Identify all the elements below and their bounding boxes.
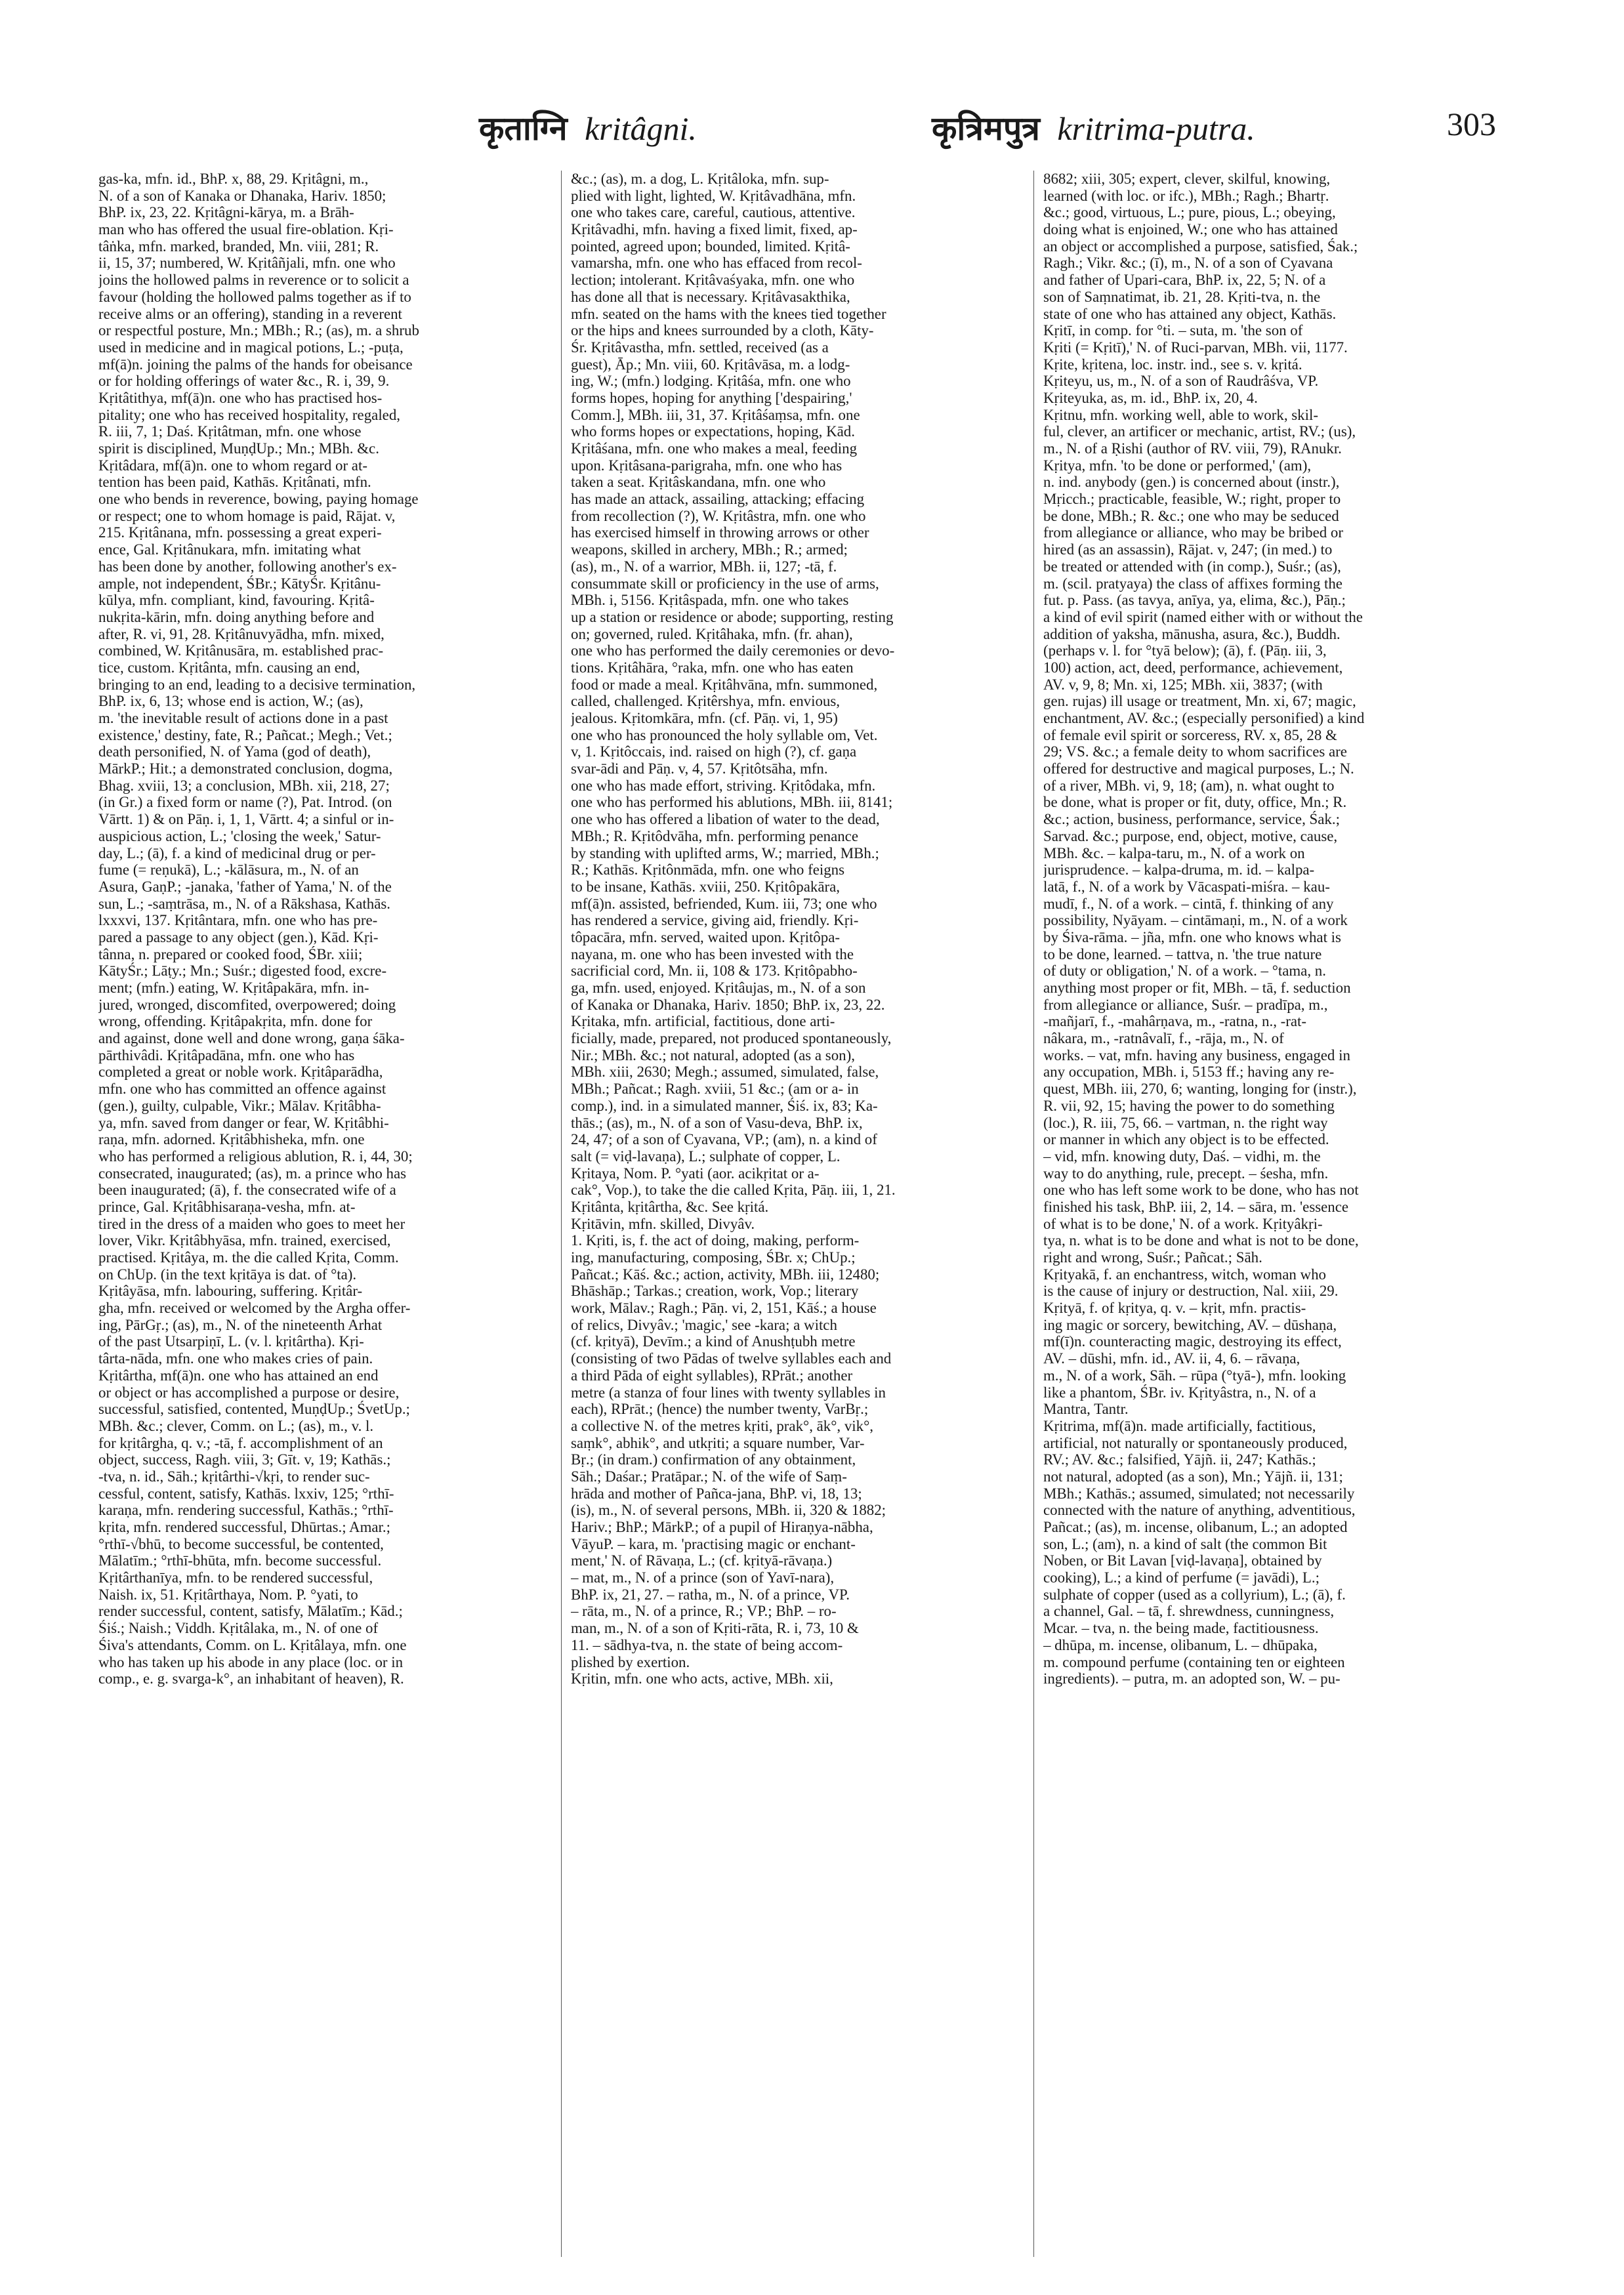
text-line: R.; Kathās. Kṛitônmāda, mfn. one who feigns [571, 861, 845, 879]
text-line: sulphate of copper (used as a collyrium), L.; (ā), f. [1043, 1586, 1346, 1603]
text-line: hrāda and mother of Pañca-jana, BhP. vi, 18, 13; [571, 1485, 862, 1502]
text-line: like a phantom, ŚBr. iv. Kṛityâstra, n., N. of a [1043, 1384, 1316, 1401]
text-line: Śr. Kṛitâvastha, mfn. settled, received (as a [571, 339, 829, 356]
text-line: to be insane, Kathās. xviii, 250. Kṛitôpakāra, [571, 878, 841, 895]
text-line: mudī, f., N. of a work. – cintā, f. thinking of any [1043, 895, 1334, 912]
text-line: practised. Kṛitâya, m. the die called Kṛita, Comm. [98, 1249, 399, 1266]
text-line: food or made a meal. Kṛitâhvāna, mfn. summoned, [571, 676, 878, 693]
header-left-headword [479, 105, 697, 150]
text-line: mf(ā)n. assisted, befriended, Kum. iii, 73; one who [571, 895, 877, 912]
text-line: MBh.; R. Kṛitôdvāha, mfn. performing penance [571, 827, 858, 844]
text-line: nayana, m. one who has been invested with the [571, 945, 854, 962]
text-line: bringing to an end, leading to a decisive termination, [98, 676, 416, 693]
text-line: mfn. seated on the hams with the knees tied together [571, 305, 886, 322]
text-line: Kṛiteyu, us, m., N. of a son of Raudrâśva, VP. [1043, 373, 1319, 390]
text-line: gas-ka, mfn. id., BhP. x, 88, 29. Kṛitâgni, m., [98, 171, 369, 187]
text-line: offered for destructive and magical purposes, L.; N. [1043, 760, 1354, 777]
text-line: to be done, learned. – tattva, n. 'the true nature [1043, 945, 1322, 962]
text-line: 215. Kṛitânana, mfn. possessing a great experi- [98, 524, 382, 541]
text-line: MBh. &c. – kalpa-taru, m., N. of a work on [1043, 844, 1305, 861]
text-line: or for holding offerings of water &c., R. i, 39, 9. [98, 373, 390, 390]
text-line: comp.), ind. in a simulated manner, Śiś. ix, 83; Ka- [571, 1097, 878, 1114]
text-line: has done all that is necessary. Kṛitâvasakthika, [571, 288, 850, 305]
text-line: Kṛitnu, mfn. working well, able to work, skil- [1043, 406, 1318, 423]
text-line: Asura, GaṇP.; -janaka, 'father of Yama,' N. of the [98, 878, 392, 895]
text-line: who has performed a religious ablution, R. i, 44, 30; [98, 1148, 413, 1165]
text-line: or manner in which any object is to be effected. [1043, 1131, 1329, 1148]
text-line: gha, mfn. received or welcomed by the Argha offer- [98, 1300, 411, 1317]
text-line: one who has pronounced the holy syllable om, Vet. [571, 726, 878, 743]
text-line: quest, MBh. iii, 270, 6; wanting, longing for (instr.), [1043, 1081, 1357, 1098]
text-line: one who has made effort, striving. Kṛitôdaka, mfn. [571, 777, 876, 794]
text-line: (as), m., N. of a warrior, MBh. ii, 127; -tā, f. [571, 558, 837, 575]
text-line: jured, wronged, discomfited, overpowered; doing [98, 996, 396, 1013]
text-line: possibility, Nyāyam. – cintāmaṇi, m., N. of a work [1043, 912, 1348, 929]
text-line: &c.; (as), m. a dog, L. Kṛitâloka, mfn. sup- [571, 171, 829, 187]
text-line: called, challenged. Kṛitêrshya, mfn. envious, [571, 693, 840, 710]
text-line: târta-nāda, mfn. one who makes cries of pain. [98, 1350, 373, 1367]
text-line: Vārtt. 1) & on Pāṇ. i, 1, 1, Vārtt. 4; a sinful or in- [98, 811, 394, 828]
text-line: be done, what is proper or fit, duty, office, Mn.; R. [1043, 794, 1347, 811]
text-line: tôpacāra, mfn. served, waited upon. Kṛitôpa- [571, 928, 840, 945]
text-line: (gen.), guilty, culpable, Vikr.; Mālav. Kṛitâbha- [98, 1097, 381, 1114]
text-line: ii, 15, 37; numbered, W. Kṛitâñjali, mfn. one who [98, 255, 396, 272]
text-line: man who has offered the usual fire-oblation. Kṛi- [98, 221, 394, 238]
text-line: ficially, made, prepared, not produced spontaneously, [571, 1030, 892, 1047]
text-line: be done, MBh.; R. &c.; one who may be seduced [1043, 507, 1339, 524]
text-line: m. (scil. pratyaya) the class of affixes forming the [1043, 575, 1343, 592]
text-line: jealous. Kṛitomkāra, mfn. (cf. Pāṇ. vi, 1, 95) [571, 710, 838, 726]
text-line: N. of a son of Kanaka or Dhanaka, Hariv. 1850; [98, 187, 386, 204]
text-line: &c.; good, virtuous, L.; pure, pious, L.; obeying, [1043, 204, 1336, 221]
column-3 [1043, 171, 1496, 2257]
text-line: successful, satisfied, contented, MuṇḍUp.; ŚvetUp.; [98, 1401, 410, 1418]
header-mid-devanagari: कृत्रिमपुत्र [932, 110, 1040, 148]
text-line: Kṛiti (= Kṛitī),' N. of Ruci-parvan, MBh. vii, 1177. [1043, 339, 1348, 356]
text-line: and father of Upari-cara, BhP. ix, 22, 5; N. of a [1043, 272, 1326, 289]
text-line: pared a passage to any object (gen.), Kād. Kṛi- [98, 928, 379, 945]
column-divider [561, 171, 562, 2257]
text-line: – vid, mfn. knowing duty, Daś. – vidhi, m. the [1043, 1148, 1321, 1165]
text-line: pitality; one who has received hospitality, regaled, [98, 406, 401, 423]
text-line: comp., e. g. svarga-k°, an inhabitant of heaven), R. [98, 1670, 404, 1687]
text-line: joins the hollowed palms in reverence or to solicit a [98, 272, 409, 289]
text-line: plied with light, lighted, W. Kṛitâvadhāna, mfn. [571, 187, 856, 204]
text-line: metre (a stanza of four lines with twenty syllables in [571, 1384, 886, 1401]
column-2 [571, 171, 1024, 2257]
text-line: of relics, Divyâv.; 'magic,' see -kara; a witch [571, 1316, 837, 1333]
text-line: mf(ā)n. joining the palms of the hands for obeisance [98, 356, 413, 373]
text-line: a third Pāda of eight syllables), RPrāt.; another [571, 1367, 853, 1384]
text-line: consummate skill or proficiency in the use of arms, [571, 575, 879, 592]
text-line: -mañjarī, f., -mahârṇava, m., -ratna, n., -rat- [1043, 1013, 1307, 1030]
text-line: Kṛitaya, Nom. P. °yati (aor. acikṛitat or a- [571, 1165, 820, 1182]
text-line: ing, manufacturing, composing, ŚBr. x; ChUp.; [571, 1249, 856, 1266]
text-line: 8682; xiii, 305; expert, clever, skilful, knowing, [1043, 171, 1331, 187]
text-line: KātyŚr.; Lāṭy.; Mn.; Suśr.; digested food, excre- [98, 962, 387, 980]
text-line: an object or accomplished a purpose, satisfied, Śak.; [1043, 238, 1358, 255]
text-line: mf(ī)n. counteracting magic, destroying its effect, [1043, 1333, 1342, 1350]
text-line: from allegiance or alliance, who may be bribed or [1043, 524, 1343, 541]
text-line: render successful, content, satisfy, Mālatīm.; Kād.; [98, 1603, 403, 1620]
text-line: MBh. xiii, 2630; Megh.; assumed, simulated, false, [571, 1064, 879, 1081]
text-line: R. vii, 92, 15; having the power to do something [1043, 1097, 1335, 1114]
text-line: taken a seat. Kṛitâskandana, mfn. one who [571, 474, 826, 491]
text-line: been inaugurated; (ā), f. the consecrated wife of a [98, 1182, 396, 1199]
text-line: tions. Kṛitâhāra, °raka, mfn. one who has eaten [571, 659, 854, 676]
text-line: one who bends in reverence, bowing, paying homage [98, 491, 419, 508]
text-line: any occupation, MBh. i, 5153 ff.; having any re- [1043, 1064, 1335, 1081]
text-line: or respect; one to whom homage is paid, Rājat. v, [98, 507, 396, 524]
text-line: 100) action, act, deed, performance, achievement, [1043, 659, 1343, 676]
text-line: – rāta, m., N. of a prince, R.; VP.; BhP. – ro- [571, 1603, 837, 1620]
text-line: °rthī-√bhū, to become successful, be contented, [98, 1535, 384, 1552]
text-line: -tva, n. id., Sāh.; kṛitârthi-√kṛi, to render suc- [98, 1468, 370, 1485]
text-line: of duty or obligation,' N. of a work. – °tama, n. [1043, 962, 1326, 980]
text-line: 24, 47; of a son of Cyavana, VP.; (am), n. a kind of [571, 1131, 877, 1148]
text-line: Kṛityakā, f. an enchantress, witch, woman who [1043, 1266, 1326, 1283]
text-line: BhP. ix, 23, 22. Kṛitâgni-kārya, m. a Brāh- [98, 204, 354, 221]
text-line: – dhūpa, m. incense, olibanum, L. – dhūpaka, [1043, 1636, 1318, 1653]
text-line: ga, mfn. used, enjoyed. Kṛitâujas, m., N. of a son [571, 980, 866, 996]
text-line: one who has performed the daily ceremonies or devo- [571, 642, 895, 659]
text-line: raṇa, mfn. adorned. Kṛitâbhisheka, mfn. one [98, 1131, 365, 1148]
text-line: upon. Kṛitâsana-parigraha, mfn. one who has [571, 457, 843, 474]
text-line: tention has been paid, Kathās. Kṛitânati, mfn. [98, 474, 371, 491]
text-line: lection; intolerant. Kṛitâvaśyaka, mfn. one who [571, 272, 855, 289]
text-line: from allegiance or alliance, Suśr. – pradīpa, m., [1043, 996, 1328, 1013]
text-line: Kṛite, kṛitena, loc. instr. ind., see s. v. kṛitá. [1043, 356, 1302, 373]
text-line: of female evil spirit or sorceress, RV. x, 85, 28 & [1043, 726, 1337, 743]
text-line: 29; VS. &c.; a female deity to whom sacrifices are [1043, 743, 1347, 760]
text-line: Kṛitânta, kṛitârtha, &c. See kṛitá. [571, 1198, 769, 1215]
text-line: cooking), L.; a kind of perfume (= javādi), L.; [1043, 1569, 1320, 1586]
text-line: saṃk°, abhik°, and utkṛiti; a square number, Var- [571, 1434, 865, 1451]
text-line: learned (with loc. or ifc.), MBh.; Ragh.; Bhartṛ. [1043, 187, 1329, 204]
text-line: – mat, m., N. of a prince (son of Yavī-nara), [571, 1569, 835, 1586]
text-line: combined, W. Kṛitânusāra, m. established prac- [98, 642, 384, 659]
text-line: lxxxvi, 137. Kṛitântara, mfn. one who has pre- [98, 912, 378, 929]
text-line: death personified, N. of Yama (god of death), [98, 743, 371, 760]
text-line: kūlya, mfn. compliant, kind, favouring. Kṛitâ- [98, 592, 375, 609]
column-1 [98, 171, 551, 2257]
text-line: ingredients). – putra, m. an adopted son, W. – pu- [1043, 1670, 1341, 1687]
text-line: ya, mfn. saved from danger or fear, W. Kṛitâbhi- [98, 1114, 389, 1131]
text-line: a channel, Gal. – tā, f. shrewdness, cunningness, [1043, 1603, 1335, 1620]
text-line: lover, Vikr. Kṛitâbhyāsa, mfn. trained, exercised, [98, 1232, 391, 1249]
text-line: Pañcat.; (as), m. incense, olibanum, L.; an adopted [1043, 1519, 1348, 1535]
text-line: guest), Āp.; Mn. viii, 60. Kṛitâvāsa, m. a lodg- [571, 356, 850, 373]
text-line: mfn. one who has committed an offence against [98, 1081, 386, 1098]
text-line: state of one who has attained any object, Kathās. [1043, 305, 1337, 322]
text-line: ample, not independent, ŚBr.; KātyŚr. Kṛitânu- [98, 575, 381, 592]
text-line: nukṛita-kārin, mfn. doing anything before and [98, 608, 375, 625]
text-line: m. 'the inevitable result of actions done in a past [98, 710, 388, 726]
text-line: Bhag. xviii, 13; a conclusion, MBh. xii, 218, 27; [98, 777, 390, 794]
text-line: by Śiva-rāma. – jña, mfn. one who knows what is [1043, 928, 1341, 945]
text-line: nâkara, m., -ratnâvalī, f., -rāja, m., N. of [1043, 1030, 1284, 1047]
header-left-translit: kritâgni. [585, 110, 697, 147]
text-line: tice, custom. Kṛitânta, mfn. causing an end, [98, 659, 360, 676]
text-line: from recollection (?), W. Kṛitâstra, mfn. one who [571, 507, 866, 524]
text-line: one who has offered a libation of water to the dead, [571, 811, 880, 828]
text-line: of what is to be done,' N. of a work. Kṛityâkṛi- [1043, 1215, 1323, 1232]
text-line: tânna, n. prepared or cooked food, ŚBr. xiii; [98, 945, 363, 962]
text-line: salt (= viḍ-lavaṇa), L.; sulphate of copper, L. [571, 1148, 841, 1165]
text-line: Kṛitâvadhi, mfn. having a fixed limit, fixed, ap- [571, 221, 858, 238]
text-line: (cf. kṛityā), Devīm.; a kind of Anushṭubh metre [571, 1333, 856, 1350]
text-line: wrong, offending. Kṛitâpakṛita, mfn. done for [98, 1013, 373, 1030]
text-line: n. ind. anybody (gen.) is concerned about (instr.), [1043, 474, 1340, 491]
header-mid-translit: kritrima-putra. [1057, 110, 1255, 147]
text-line: Mantra, Tantr. [1043, 1401, 1129, 1418]
text-line: vamarsha, mfn. one who has effaced from recol- [571, 255, 862, 272]
text-line: Comm.], MBh. iii, 31, 37. Kṛitâśaṃsa, mfn. one [571, 406, 860, 423]
text-line: (loc.), R. iii, 75, 66. – vartman, n. the right way [1043, 1114, 1328, 1131]
text-line: is the cause of injury or destruction, Nal. xiii, 29. [1043, 1283, 1339, 1300]
text-line: completed a great or noble work. Kṛitâparādha, [98, 1064, 383, 1081]
text-line: Śiś.; Naish.; Viddh. Kṛitâlaka, m., N. of one of [98, 1620, 379, 1637]
text-line: tya, n. what is to be done and what is not to be done, [1043, 1232, 1359, 1249]
text-line: Kṛitin, mfn. one who acts, active, MBh. xii, [571, 1670, 833, 1687]
text-line: Sarvad. &c.; purpose, end, object, motive, cause, [1043, 827, 1338, 844]
header-right-headword [932, 105, 1255, 150]
text-line: Ragh.; Vikr. &c.; (ī), m., N. of a son of Cyavana [1043, 255, 1333, 272]
text-line: Kṛiteyuka, as, m. id., BhP. ix, 20, 4. [1043, 389, 1258, 406]
text-line: sacrificial cord, Mn. ii, 108 & 173. Kṛitôpabho- [571, 962, 858, 980]
text-line: AV. – dūshi, mfn. id., AV. ii, 4, 6. – rāvaṇa, [1043, 1350, 1301, 1367]
text-line: (is), m., N. of several persons, MBh. ii, 320 & 1882; [571, 1502, 886, 1519]
text-line: Kṛitaka, mfn. artificial, factitious, done arti- [571, 1013, 835, 1030]
text-line: jurisprudence. – kalpa-druma, m. id. – kalpa- [1043, 861, 1315, 879]
text-line: fut. p. Pass. (as tavya, anīya, ya, elima, &c.), Pāṇ.; [1043, 592, 1346, 609]
text-line: RV.; AV. &c.; falsified, Yājñ. ii, 247; Kathās.; [1043, 1451, 1316, 1468]
text-line: 11. – sādhya-tva, n. the state of being accom- [571, 1636, 843, 1653]
text-line: fume (= reṇukā), L.; -kālāsura, m., N. of an [98, 861, 359, 879]
header-left-devanagari: कृताग्नि [479, 110, 568, 148]
text-line: one who takes care, careful, cautious, attentive. [571, 204, 856, 221]
text-line: connected with the nature of anything, adventitious, [1043, 1502, 1356, 1519]
text-line: or object or has accomplished a purpose or desire, [98, 1384, 400, 1401]
text-line: Mcar. – tva, n. the being made, factitiousness. [1043, 1620, 1319, 1637]
text-line: Pañcat.; Kāś. &c.; action, activity, MBh. iii, 12480; [571, 1266, 880, 1283]
text-line: consecrated, inaugurated; (as), m. a prince who has [98, 1165, 407, 1182]
text-line: weapons, skilled in archery, MBh.; R.; armed; [571, 541, 848, 558]
text-line: be treated or attended with (in comp.), Suśr.; (as), [1043, 558, 1341, 575]
text-line: on; governed, ruled. Kṛitâhaka, mfn. (fr. ahan), [571, 625, 853, 642]
text-line: 1. Kṛiti, is, f. the act of doing, making, perform- [571, 1232, 860, 1249]
text-line: MBh. &c.; clever, Comm. on L.; (as), m., v. l. [98, 1417, 374, 1434]
text-line: cessful, content, satisfy, Kathās. lxxiv, 125; °rthī- [98, 1485, 394, 1502]
text-line: Kṛitāvin, mfn. skilled, Divyâv. [571, 1215, 755, 1232]
text-line: has made an attack, assailing, attacking; effacing [571, 491, 865, 508]
text-line: Kṛitâtithya, mf(ā)n. one who has practised hos- [98, 389, 383, 406]
text-line: hired (as an assassin), Rājat. v, 247; (in med.) to [1043, 541, 1333, 558]
text-line: of the past Utsarpiṇī, L. (v. l. kṛitârtha). Kṛi- [98, 1333, 364, 1350]
text-line: R. iii, 7, 1; Daś. Kṛitâtman, mfn. one whose [98, 423, 362, 440]
text-line: has been done by another, following another's ex- [98, 558, 397, 575]
text-line: of Kanaka or Dhanaka, Hariv. 1850; BhP. ix, 23, 22. [571, 996, 885, 1013]
text-line: latā, f., N. of a work by Vācaspati-miśra. – kau- [1043, 878, 1330, 895]
text-line: ing, W.; (mfn.) lodging. Kṛitâśa, mfn. one who [571, 373, 851, 390]
text-line: Hariv.; BhP.; MārkP.; of a pupil of Hiraṇya-nābha, [571, 1519, 873, 1535]
text-line: doing what is enjoined, W.; one who has attained [1043, 221, 1338, 238]
text-line: Kṛitârthanīya, mfn. to be rendered successful, [98, 1569, 373, 1586]
text-line: prince, Gal. Kṛitâbhisaraṇa-vesha, mfn. at- [98, 1198, 356, 1215]
text-line: Kṛitâśana, mfn. one who makes a meal, feeding [571, 440, 858, 457]
text-line: Kṛitâdara, mf(ā)n. one to whom regard or at- [98, 457, 367, 474]
text-line: Kṛitârtha, mf(ā)n. one who has attained an end [98, 1367, 379, 1384]
text-line: right and wrong, Suśr.; Pañcat.; Sāh. [1043, 1249, 1262, 1266]
text-line: tâṅka, mfn. marked, branded, Mn. viii, 281; R. [98, 238, 379, 255]
text-line: way to do anything, rule, precept. – śesha, mfn. [1043, 1165, 1329, 1182]
text-line: enchantment, AV. &c.; (especially personified) a kind [1043, 710, 1365, 726]
text-line: auspicious action, L.; 'closing the week,' Satur- [98, 827, 381, 844]
text-line: Kṛityā, f. of kṛitya, q. v. – kṛit, mfn. practis- [1043, 1300, 1306, 1317]
text-line: man, m., N. of a son of Kṛiti-rāta, R. i, 73, 10 & [571, 1620, 859, 1637]
text-line: used in medicine and in magical potions, L.; -puṭa, [98, 339, 404, 356]
text-line: kṛita, mfn. rendered successful, Dhūrtas.; Amar.; [98, 1519, 390, 1535]
text-line: Mṛicch.; practicable, feasible, W.; right, proper to [1043, 491, 1341, 508]
text-line: Kṛitâyāsa, mfn. labouring, suffering. Kṛitâr- [98, 1283, 363, 1300]
text-line: VāyuP. – kara, m. 'practising magic or enchant- [571, 1535, 856, 1552]
text-line: MBh.; Kathās.; assumed, simulated; not necessarily [1043, 1485, 1355, 1502]
text-line: works. – vat, mfn. having any business, engaged in [1043, 1046, 1350, 1064]
text-line: son of Saṃnatimat, ib. 21, 28. Kṛiti-tva, n. the [1043, 288, 1321, 305]
text-line: BhP. ix, 21, 27. – ratha, m., N. of a prince, VP. [571, 1586, 850, 1603]
text-line: favour (holding the hollowed palms together as if to [98, 288, 411, 305]
text-line: on ChUp. (in the text kṛitāya is dat. of °ta). [98, 1266, 357, 1283]
page-number: 303 [1447, 106, 1496, 142]
text-line: one who has left some work to be done, who has not [1043, 1182, 1359, 1199]
page-header [98, 98, 1496, 157]
text-line: finished his task, BhP. iii, 2, 14. – sāra, m. 'essence [1043, 1198, 1349, 1215]
text-line: gen. rujas) ill usage or treatment, Mn. xi, 67; magic, [1043, 693, 1356, 710]
text-line: plished by exertion. [571, 1653, 690, 1670]
text-line: (consisting of two Pādas of twelve syllables each and [571, 1350, 892, 1367]
text-line: who has taken up his abode in any place (loc. or in [98, 1653, 404, 1670]
text-line: Sāh.; Daśar.; Pratāpar.; N. of the wife of Saṃ- [571, 1468, 847, 1485]
text-line: cak°, Vop.), to take the die called Kṛita, Pāṇ. iii, 1, 21. [571, 1182, 896, 1199]
text-line: Śiva's attendants, Comm. on L. Kṛitâlaya, mfn. one [98, 1636, 407, 1653]
text-line: ment,' N. of Rāvaṇa, L.; (cf. kṛityā-rāvaṇa.) [571, 1552, 833, 1569]
text-line: addition of yaksha, mānusha, asura, &c.), Buddh. [1043, 625, 1341, 642]
text-line: Kṛitrima, mf(ā)n. made artificially, factitious, [1043, 1417, 1316, 1434]
text-line: ing, PārGṛ.; (as), m., N. of the nineteenth Arhat [98, 1316, 383, 1333]
text-line: (perhaps v. l. for °tyā below); (ā), f. (Pāṇ. iii, 3, [1043, 642, 1327, 659]
text-line: a kind of evil spirit (named either with or without the [1043, 608, 1363, 625]
text-line: for kṛitârgha, q. v.; -tā, f. accomplishment of an [98, 1434, 383, 1451]
text-line: MBh. i, 5156. Kṛitâspada, mfn. one who takes [571, 592, 849, 609]
text-line: who forms hopes or expectations, hoping, Kād. [571, 423, 855, 440]
text-line: pārthivâdi. Kṛitâpadāna, mfn. one who has [98, 1046, 355, 1064]
text-line: Kṛitya, mfn. 'to be done or performed,' (am), [1043, 457, 1312, 474]
text-line: son, L.; (am), n. a kind of salt (the common Bit [1043, 1535, 1327, 1552]
text-line: has rendered a service, giving aid, friendly. Kṛi- [571, 912, 859, 929]
text-line: or the hips and knees surrounded by a cloth, Kāty- [571, 322, 874, 339]
text-line: MBh.; Pañcat.; Ragh. xviii, 51 &c.; (am or a- in [571, 1081, 859, 1098]
text-line: and against, done well and done wrong, gaṇa śāka- [98, 1030, 405, 1047]
text-line: one who has performed his ablutions, MBh. iii, 8141; [571, 794, 893, 811]
text-columns [98, 171, 1496, 2257]
text-line: karaṇa, mfn. rendering successful, Kathās.; °rthī- [98, 1502, 394, 1519]
text-line: a collective N. of the metres kṛiti, prak°, āk°, vik°, [571, 1417, 873, 1434]
text-line: ence, Gal. Kṛitânukara, mfn. imitating what [98, 541, 361, 558]
text-line: &c.; action, business, performance, service, Śak.; [1043, 811, 1340, 828]
text-line: by standing with uplifted arms, W.; married, MBh.; [571, 844, 879, 861]
text-line: of a river, MBh. vi, 9, 18; (am), n. what ought to [1043, 777, 1335, 794]
text-line: each), RPrāt.; (hence) the number twenty, VarBṛ.; [571, 1401, 869, 1418]
text-line: Bṛ.; (in dram.) confirmation of any obtainment, [571, 1451, 856, 1468]
text-line: m., N. of a Ṛishi (author of RV. viii, 79), RAnukr. [1043, 440, 1342, 457]
text-line: AV. v, 9, 8; Mn. xi, 125; MBh. xii, 3837; (with [1043, 676, 1323, 693]
text-line: anything most proper or fit, MBh. – tā, f. seduction [1043, 980, 1351, 996]
text-line: up a station or residence or abode; supporting, resting [571, 608, 894, 625]
text-line: existence,' destiny, fate, R.; Pañcat.; Megh.; Vet.; [98, 726, 392, 743]
text-line: m., N. of a work, Sāh. – rūpa (°tyā-), mfn. looking [1043, 1367, 1346, 1384]
text-line: not natural, adopted (as a son), Mn.; Yājñ. ii, 131; [1043, 1468, 1343, 1485]
text-line: thās.; (as), m., N. of a son of Vasu-deva, BhP. ix, [571, 1114, 863, 1131]
text-line: (in Gr.) a fixed form or name (?), Pat. Introd. (on [98, 794, 392, 811]
text-line: work, Mālav.; Ragh.; Pāṇ. vi, 2, 151, Kāś.; a house [571, 1300, 877, 1317]
text-line: ment; (mfn.) eating, W. Kṛitâpakāra, mfn. in- [98, 980, 369, 996]
text-line: tired in the dress of a maiden who goes to meet her [98, 1215, 406, 1232]
text-line: sun, L.; -saṃtrāsa, m., N. of a Rākshasa, Kathās. [98, 895, 390, 912]
text-line: Nir.; MBh. &c.; not natural, adopted (as a son), [571, 1046, 855, 1064]
text-line: svar-ādi and Pāṇ. v, 4, 57. Kṛitôtsāha, mfn. [571, 760, 828, 777]
text-line: Kṛitī, in comp. for °ti. – suta, m. 'the son of [1043, 322, 1303, 339]
text-line: has exercised himself in throwing arrows or other [571, 524, 869, 541]
text-line: spirit is disciplined, MuṇḍUp.; Mn.; MBh. &c. [98, 440, 379, 457]
text-line: MārkP.; Hit.; a demonstrated conclusion, dogma, [98, 760, 393, 777]
text-line: Mālatīm.; °rthī-bhūta, mfn. become successful. [98, 1552, 382, 1569]
text-line: object, success, Ragh. viii, 3; Gīt. v, 19; Kathās.; [98, 1451, 391, 1468]
column-divider [1033, 171, 1034, 2257]
text-line: ing magic or sorcery, bewitching, AV. – dūshaṇa, [1043, 1316, 1337, 1333]
text-line: Noben, or Bit Lavan [viḍ-lavaṇa], obtained by [1043, 1552, 1322, 1569]
text-line: v, 1. Kṛitôccais, ind. raised on high (?), cf. gaṇa [571, 743, 857, 760]
text-line: forms hopes, hoping for anything ['despairing,' [571, 389, 852, 406]
text-line: Bhāshāp.; Tarkas.; creation, work, Vop.; literary [571, 1283, 859, 1300]
text-line: Naish. ix, 51. Kṛitârthaya, Nom. P. °yati, to [98, 1586, 358, 1603]
text-line: day, L.; (ā), f. a kind of medicinal drug or per- [98, 844, 376, 861]
text-line: or respectful posture, Mn.; MBh.; R.; (as), m. a shrub [98, 322, 419, 339]
text-line: pointed, agreed upon; bounded, limited. Kṛitâ- [571, 238, 850, 255]
text-line: ful, clever, an artificer or mechanic, artist, RV.; (us), [1043, 423, 1356, 440]
text-line: after, R. vi, 91, 28. Kṛitânuvyādha, mfn. mixed, [98, 625, 385, 642]
text-line: BhP. ix, 6, 13; whose end is action, W.; (as), [98, 693, 364, 710]
text-line: m. compound perfume (containing ten or eighteen [1043, 1653, 1345, 1670]
text-line: artificial, not naturally or spontaneously produced, [1043, 1434, 1348, 1451]
text-line: receive alms or an offering), standing in a reverent [98, 305, 402, 322]
